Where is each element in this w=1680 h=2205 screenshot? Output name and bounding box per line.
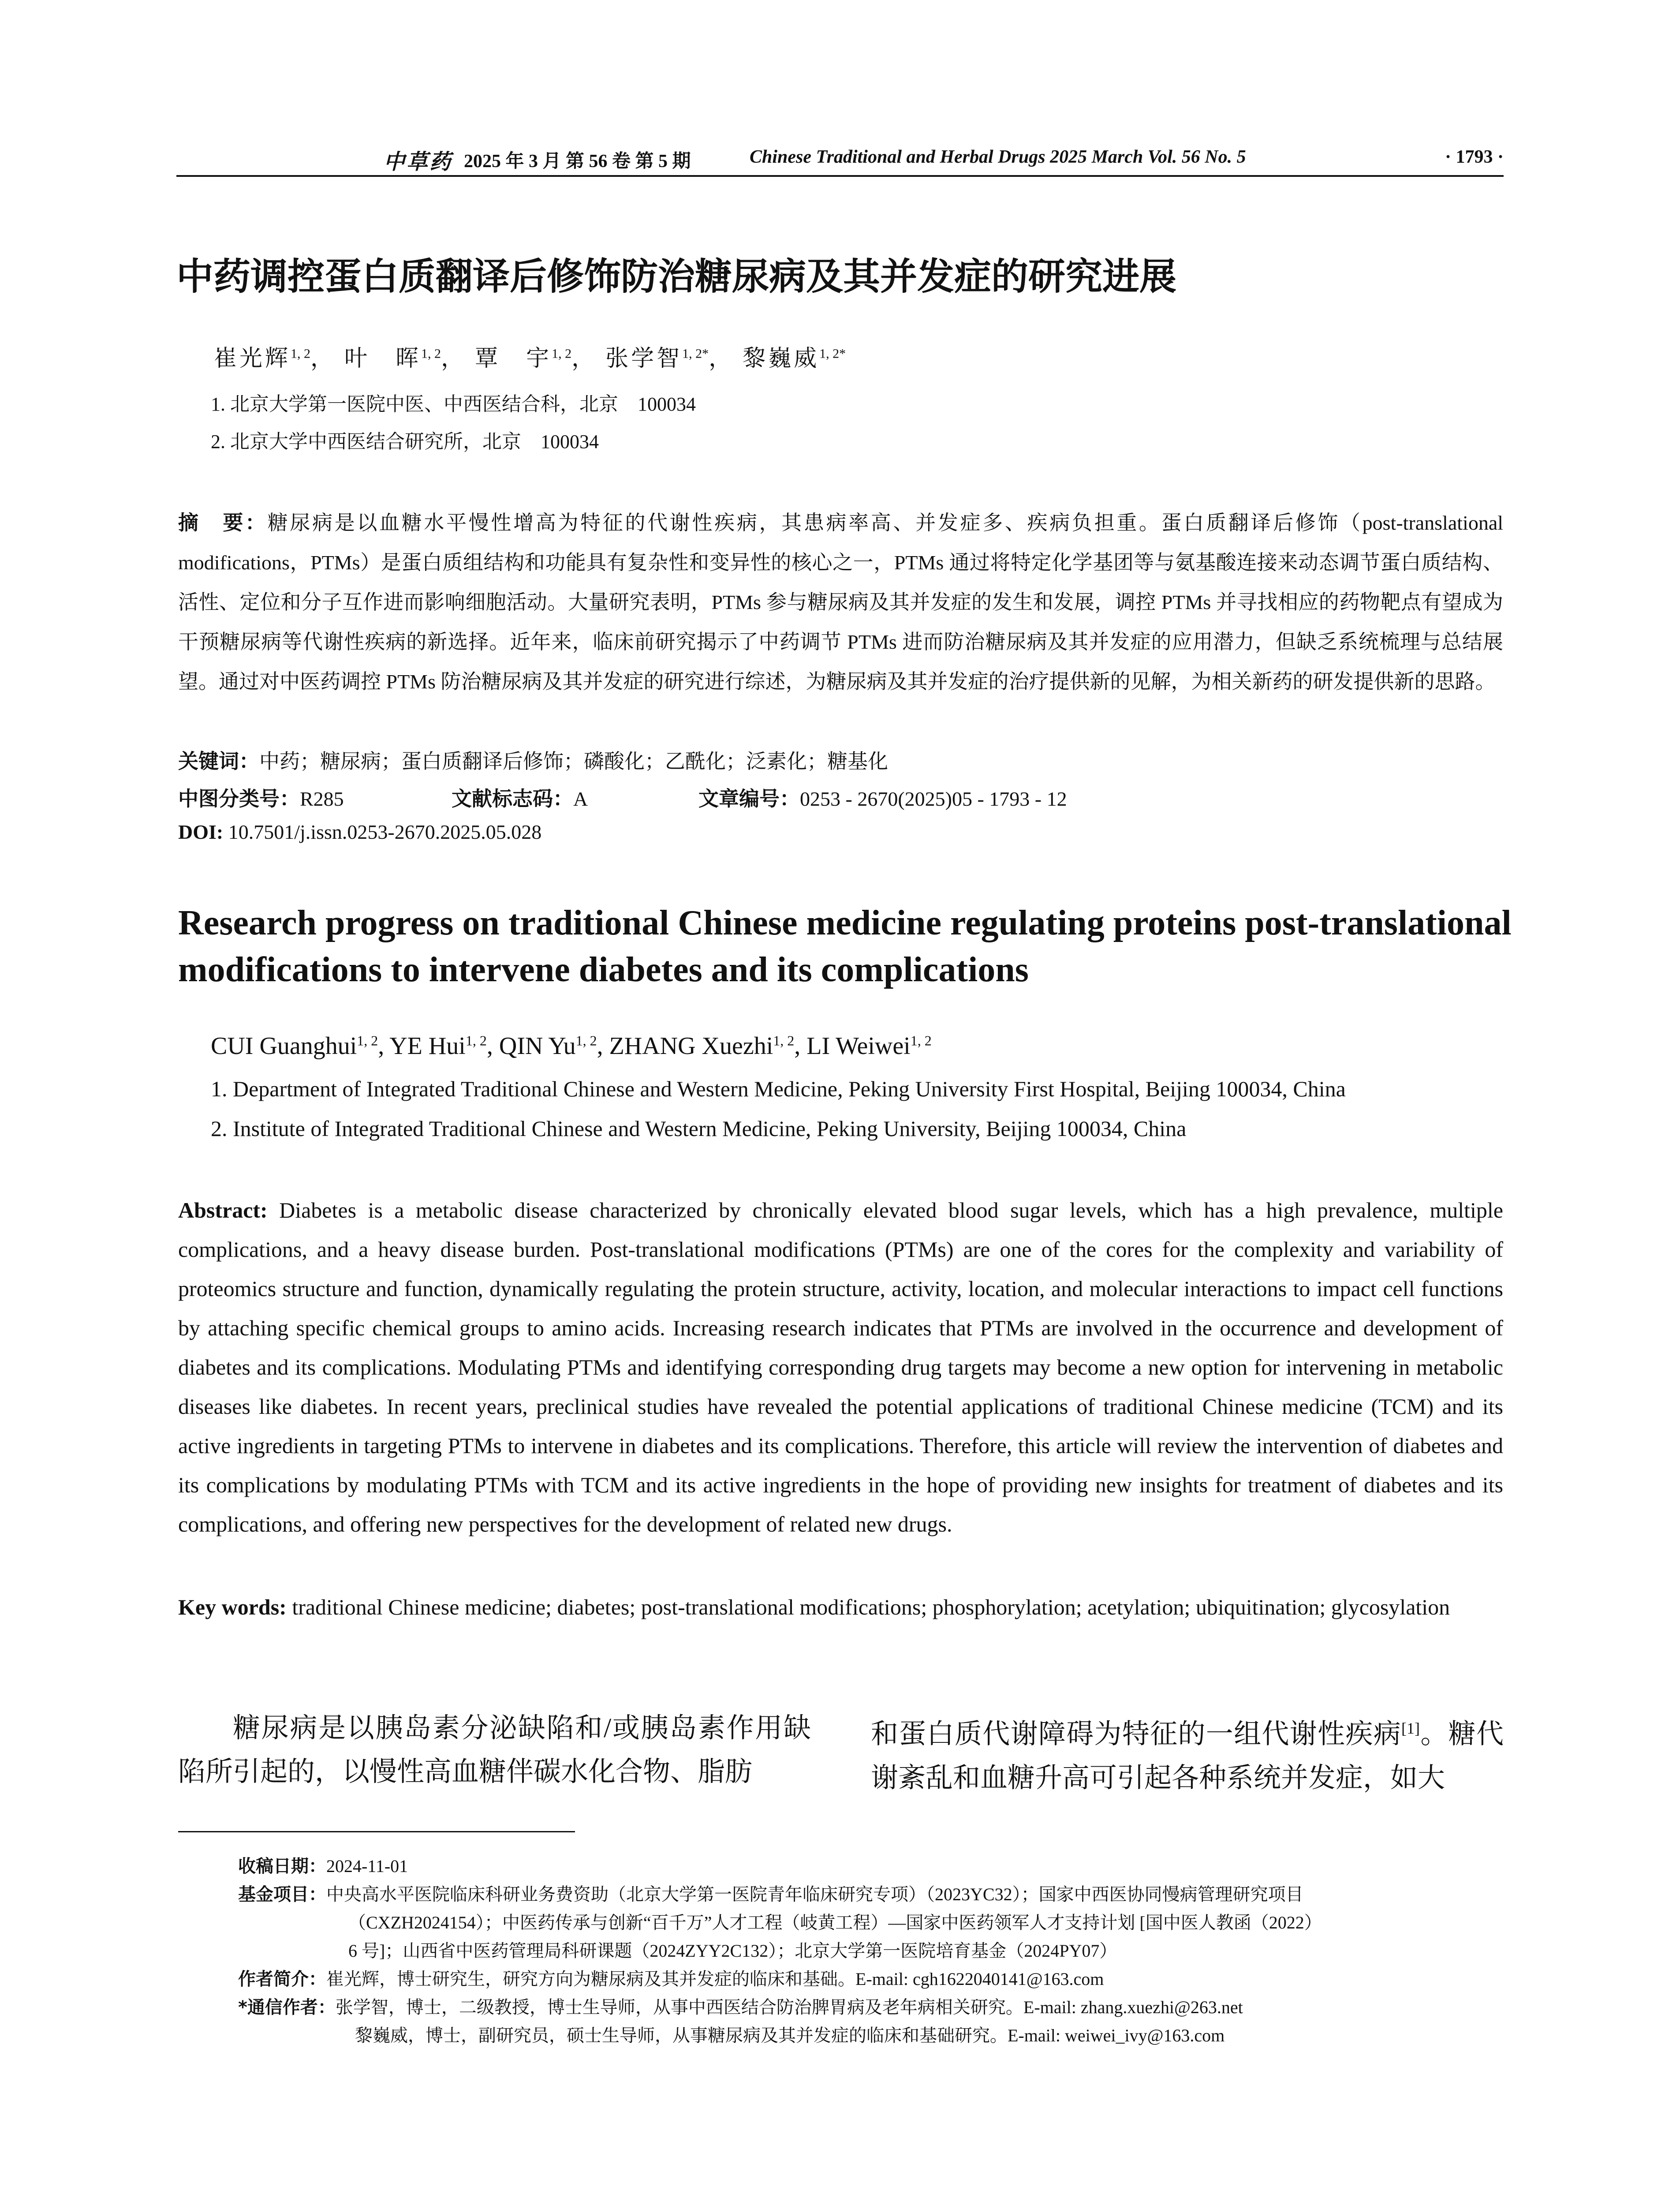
footnote-divider xyxy=(178,1831,575,1832)
journal-logo: 中草药 xyxy=(384,150,453,174)
affiliation-en-2: 2. Institute of Integrated Traditional Chinese and Western Medicine, Peking University, Beijing 100034, China xyxy=(211,1116,1187,1141)
author-name: CUI Guanghui xyxy=(211,1032,357,1060)
author-affiliation-marker: 1, 2 xyxy=(465,1032,487,1049)
footnotes xyxy=(238,1852,1508,2050)
doi-label: DOI: xyxy=(178,821,228,843)
author-name: 黎巍威 xyxy=(743,346,820,371)
keywords-cn xyxy=(178,745,888,774)
corresponding-label: *通信作者： xyxy=(238,1997,336,2018)
author-name: 张学智 xyxy=(605,346,683,371)
author-name: QIN Yu xyxy=(499,1032,576,1060)
corresponding-author-2: 黎巍威，博士，副研究员，硕士生导师，从事糖尿病及其并发症的临床和基础研究。E-mail: weiwei_ivy@163.com xyxy=(355,2026,1225,2045)
affiliation-cn-1: 1. 北京大学第一医院中医、中西医结合科，北京 100034 xyxy=(211,393,696,415)
author-bio-label: 作者简介： xyxy=(238,1969,326,1989)
article-number-label: 文章编号： xyxy=(698,787,800,811)
author-affiliation-marker: 1, 2 xyxy=(552,346,572,361)
abstract-cn xyxy=(178,503,1503,702)
author-affiliation-marker: 1, 2* xyxy=(819,346,846,361)
received-date: 2024-11-01 xyxy=(326,1856,408,1876)
page-number: · 1793 · xyxy=(1445,147,1504,167)
doi-value: 10.7501/j.issn.0253-2670.2025.05.028 xyxy=(228,821,542,843)
body-text: 和蛋白质代谢障碍为特征的一组代谢性疾病 xyxy=(871,1719,1402,1749)
body-text-left-column: 糖尿病是以胰岛素分泌缺陷和/或胰岛素作用缺陷所引起的，以慢性高血糖伴碳水化合物、脂肪 xyxy=(178,1713,811,1787)
author-affiliation-marker: 1, 2 xyxy=(291,346,311,361)
article-title-en: Research progress on traditional Chinese medicine regulating proteins post-translational modifications to intervene diabetes and its complications xyxy=(178,904,1512,989)
article-number-value: 0253 - 2670(2025)05 - 1793 - 12 xyxy=(800,788,1067,810)
corresponding-author-1: 张学智，博士，二级教授，博士生导师，从事中西医结合防治脾胃病及老年病相关研究。E-mail: zhang.xuezhi@263.net xyxy=(335,1997,1243,2017)
affiliation-en-1: 1. Department of Integrated Traditional Chinese and Western Medicine, Peking University First Hospital, Beijing 100034, China xyxy=(211,1076,1346,1101)
abstract-en-text: Diabetes is a metabolic disease characterized by chronically elevated blood sugar levels, which has a high prevalence, multiple complications, and a heavy disease burden. Post-translational modifications (PTMs) are one of the cores for the complexity and variability of proteomics structure and function, dynamically regulating the protein structure, activity, location, and molecular interactions to impact cell functions by attaching specific chemical groups to amino acids. Increasing research indicates that PTMs are involved in the occurrence and development of diabetes and its complications. Modulating PTMs and identifying corresponding drug targets may become a new option for intervening in metabolic diseases like diabetes. In recent years, preclinical studies have revealed the potential applications of traditional Chinese medicine (TCM) and its active ingredients in targeting PTMs to intervene in diabetes and its complications. Therefore, this article will review the intervention of diabetes and its complications by modulating PTMs with TCM and its active ingredients in the hope of providing new insights for treatment of diabetes and its complications, and offering new perspectives for the development of related new drugs. xyxy=(178,1198,1503,1536)
footnote-funding xyxy=(238,1880,1508,1909)
footnote-corresponding xyxy=(238,1993,1508,2022)
author-name: 叶 晖 xyxy=(344,346,422,371)
body-text: 。糖代谢紊乱和血糖升高可引起各种系统并发症，如大 xyxy=(871,1719,1504,1793)
author-name: LI Weiwei xyxy=(806,1032,911,1060)
doc-code-value: A xyxy=(573,788,588,810)
author-affiliation-marker: 1, 2 xyxy=(575,1032,597,1049)
author-list-en: CUI Guanghui$^{1, 2}$, YE Hui$^{1, 2}$, QIN Yu$^{1, 2}$, ZHANG Xuezhi$^{1, 2}$, LI Weiwei$^{1, 2}$ xyxy=(211,1032,932,1060)
received-label: 收稿日期： xyxy=(238,1856,326,1876)
body-text-right-column xyxy=(871,1707,1504,1800)
doc-code-label: 文献标志码： xyxy=(452,787,573,811)
author-affiliation-marker: 1, 2* xyxy=(682,346,709,361)
author-affiliation-marker: 1, 2 xyxy=(421,346,441,361)
issue-info-en: Chinese Traditional and Herbal Drugs 2025 March Vol. 56 No. 5 xyxy=(750,147,1246,167)
abstract-en xyxy=(178,1191,1503,1544)
funding-line: 6 号]；山西省中医药管理局科研课题（2024ZYY2C132）；北京大学第一医院培育基金（2024PY07） xyxy=(348,1941,1117,1961)
abstract-cn-label: 摘 要： xyxy=(178,511,268,534)
footnote-received xyxy=(238,1852,1508,1880)
keywords-cn-text: 中药；糖尿病；蛋白质翻译后修饰；磷酸化；乙酰化；泛素化；糖基化 xyxy=(259,750,888,773)
affiliation-cn-2: 2. 北京大学中西医结合研究所，北京 100034 xyxy=(211,431,599,452)
author-name: 覃 宇 xyxy=(475,346,552,371)
author-name: YE Hui xyxy=(389,1032,466,1060)
classification-line xyxy=(178,783,1503,809)
doi-line xyxy=(178,820,541,844)
abstract-cn-text: 糖尿病是以血糖水平慢性增高为特征的代谢性疾病，其患病率高、并发症多、疾病负担重。蛋白质翻译后修饰（post-translational modifications，PTMs）是蛋白质组结构和功能具有复杂性和变异性的核心之一，PTMs 通过将特定化学基团等与氨基酸连接来动态调节蛋白质结构、活性、定位和分子互作进而影响细胞活动。大量研究表明，PTMs 参与糖尿病及其并发症的发生和发展，调控 PTMs 并寻找相应的药物靶点有望成为干预糖尿病等代谢性疾病的新选择。近年来，临床前研究揭示了中药调节 PTMs 进而防治糖尿病及其并发症的应用潜力，但缺乏系统梳理与总结展望。通过对中医药调控 PTMs 防治糖尿病及其并发症的研究进行综述，为糖尿病及其并发症的治疗提供新的见解，为相关新药的研发提供新的思路。 xyxy=(178,512,1504,693)
author-affiliation-marker: 1, 2 xyxy=(773,1032,795,1049)
keywords-en xyxy=(178,1588,1503,1627)
author-affiliation-marker: 1, 2 xyxy=(910,1032,932,1049)
funding-line: （CXZH2024154）；中医药传承与创新“百千万”人才工程（岐黄工程）—国家中医药领军人才支持计划 [国中医人教函（2022） xyxy=(348,1913,1322,1932)
header-divider xyxy=(176,175,1504,177)
footnote-author-bio xyxy=(238,1965,1508,1993)
abstract-en-label: Abstract: xyxy=(178,1198,280,1222)
article-title-cn: 中药调控蛋白质翻译后修饰防治糖尿病及其并发症的研究进展 xyxy=(176,255,1177,298)
keywords-cn-label: 关键词： xyxy=(178,749,259,773)
author-bio-text: 崔光辉，博士研究生，研究方向为糖尿病及其并发症的临床和基础。E-mail: cgh1622040141@163.com xyxy=(326,1969,1104,1989)
author-name: ZHANG Xuezhi xyxy=(609,1032,773,1060)
clc-label: 中图分类号： xyxy=(178,787,300,811)
issue-info-cn: 2025 年 3 月 第 56 卷 第 5 期 xyxy=(464,151,691,172)
author-name: 崔光辉 xyxy=(214,346,291,371)
author-list-cn: 崔光辉$^{1, 2}$， 叶 晖$^{1, 2}$， 覃 宇$^{1, 2}$， 张学智$^{1, 2*}$， 黎巍威$^{1, 2*}$ xyxy=(214,346,846,371)
clc-value: R285 xyxy=(300,788,344,810)
citation-ref: [1] xyxy=(1401,1719,1420,1737)
running-header xyxy=(176,140,1504,176)
keywords-en-label: Key words: xyxy=(178,1595,292,1619)
funding-line: 中央高水平医院临床科研业务费资助（北京大学第一医院青年临床研究专项）（2023YC32）；国家中西医协同慢病管理研究项目 xyxy=(326,1884,1303,1904)
funding-label: 基金项目： xyxy=(238,1884,326,1905)
author-affiliation-marker: 1, 2 xyxy=(357,1032,378,1049)
keywords-en-text: traditional Chinese medicine; diabetes; post-translational modifications; phosphorylation; acetylation; ubiquitination; glycosylation xyxy=(292,1595,1450,1619)
